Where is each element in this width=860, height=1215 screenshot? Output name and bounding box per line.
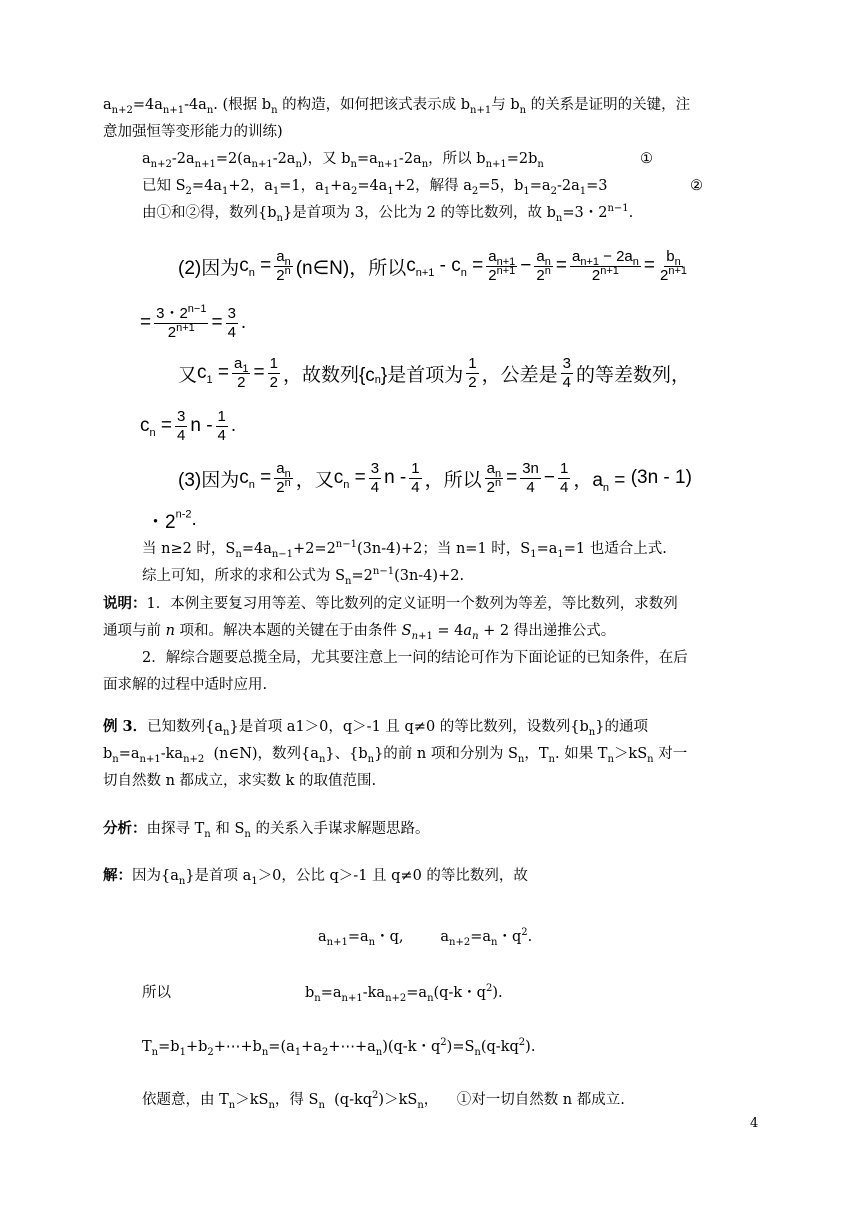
text-line: 由①和②得，数列$\{b_n\}$是首项为 3，公比为 2 的等比数列，故 $b_n=3$・$2^{n-1}$.: [142, 203, 634, 224]
text-line: 切自然数 n 都成立，求实数 k 的取值范围.: [103, 773, 377, 789]
text-line: $T_n=b_1+b_2+\cdots+b_n=(a_1+a_2+\cdots+a_n)(q-k$・$q^2)=S_n(q-kq^2)$.: [142, 1037, 536, 1058]
text-line: 意加强恒等变形能力的训练): [103, 124, 283, 140]
text-line: 说明：1．本例主要复习用等差、等比数列的定义证明一个数列为等差，等比数列，求数列: [103, 595, 678, 612]
text-line: $b_n=a_{n+1}-ka_{n+2}$ (n∈N)，数列$\{a_n\}$、$\{b_n\}$的前 n 项和分别为 $S_n$，$T_n$. 如果 $T_n>kS_n$ 对一: [103, 746, 688, 765]
text-line: 依题意，由 $T_n>kS_n$，得 $S_n$ $(q-kq^2)>kS_n$， ①对一切自然数 n 都成立.: [142, 1090, 625, 1111]
formula-line: (2)因为 $c_n$ = $\frac{a_n}{2^n}$ (n∈N)，所以 $c_{n+1} - c_n$ = $\frac{a_{n+1}}{2^{n+1}}$ − $\frac{a_n}{2^n}$ = $\frac{a_{n+1} - 2a_n}{2^{n+1}}$ = $\frac{b_n}{2^{n+1}}$: [178, 247, 688, 284]
text-line: $a_{n+2}-2a_{n+1}=2(a_{n+1}-2a_n)$，又 $b_n=a_{n+1}-2a_n$，所以 $b_{n+1}=2b_n$: [142, 151, 544, 170]
formula-line: = $\frac{3・2^{n-1}}{2^{n+1}}$ = $\frac{3}{4}$ .: [140, 302, 247, 341]
formula-line: 又 $c_1$ = $\frac{a_1}{2}$ = $\frac{1}{2}$ ，故数列{c $_n$ }是首项为 1 2 ，公差是 3 4 的等差数列，: [178, 354, 690, 391]
equation-mark: ②: [690, 178, 703, 194]
text-line: 通项与前 n 项和。解决本题的关键在于由条件 $S_{n+1} = 4a_n + 2$ 得出递推公式。: [103, 623, 616, 642]
text-line: $a_{n+2}=4a_{n+1}-4a_n$. (根据 $b_n$ 的构造，如何把该式表示成 $b_{n+1}$与 $b_n$ 的关系是证明的关键，注: [103, 97, 691, 116]
text-line: 当 n≥2 时，$S_n=4a_{n-1}+2=2^{n-1}(3n-4)+2$；当 n=1 时，$S_1=a_1=1$ 也适合上式.: [142, 539, 667, 560]
text-line: 综上可知，所求的求和公式为 $S_n=2^{n-1}(3n-4)+2$.: [142, 566, 465, 587]
text-line: $a_{n+1}=a_n$・q, $a_{n+2}=a_n$・$q^2$.: [318, 927, 533, 948]
text-line: 2．解综合题要总揽全局，尤其要注意上一问的结论可作为下面论证的已知条件，在后: [142, 650, 688, 666]
text-line: 例 3．已知数列$\{a_n\}$是首项 a1＞0，q＞-1 且 q≠0 的等比数列，设数列$\{b_n\}$的通项: [103, 718, 648, 738]
formula-line: ・2 $^{n-2}$.: [146, 508, 197, 533]
text-line: 分析：由探寻 $T_n$ 和 $S_n$ 的关系入手谋求解题思路。: [103, 820, 430, 840]
text-line: 解：因为$\{a_n\}$是首项 $a_1>0$，公比 q＞-1 且 q≠0 的等比数列，故: [103, 867, 528, 887]
text-line: 面求解的过程中适时应用.: [103, 677, 268, 693]
text-line: 所以: [142, 985, 171, 1001]
formula-line: $c_n$ = $\frac{3}{4}$ n - 1 4 .: [140, 407, 237, 444]
text-line: 已知 $S_2=4a_1+2$，$a_1=1$，$a_1+a_2=4a_1+2$，解得 $a_2=5$，$b_1=a_2-2a_1=3$: [142, 178, 608, 197]
formula-line: (3)因为 $c_n$ = $\frac{a_n}{2^n}$ ，又 $c_n$ = $\frac{3}{4}$ n - 1 4 ，所以 $\frac{a_n}{2^n}$ = $\frac{3n}{4}$ − $\frac{1}{4}$ ，$a_n$ = (3n - 1): [178, 459, 692, 496]
text-line: $b_n=a_{n+1}-ka_{n+2}=a_n(q-k$・$q^2$).: [305, 983, 503, 1004]
equation-mark: ①: [640, 151, 653, 167]
page-number: 4: [750, 1116, 759, 1131]
